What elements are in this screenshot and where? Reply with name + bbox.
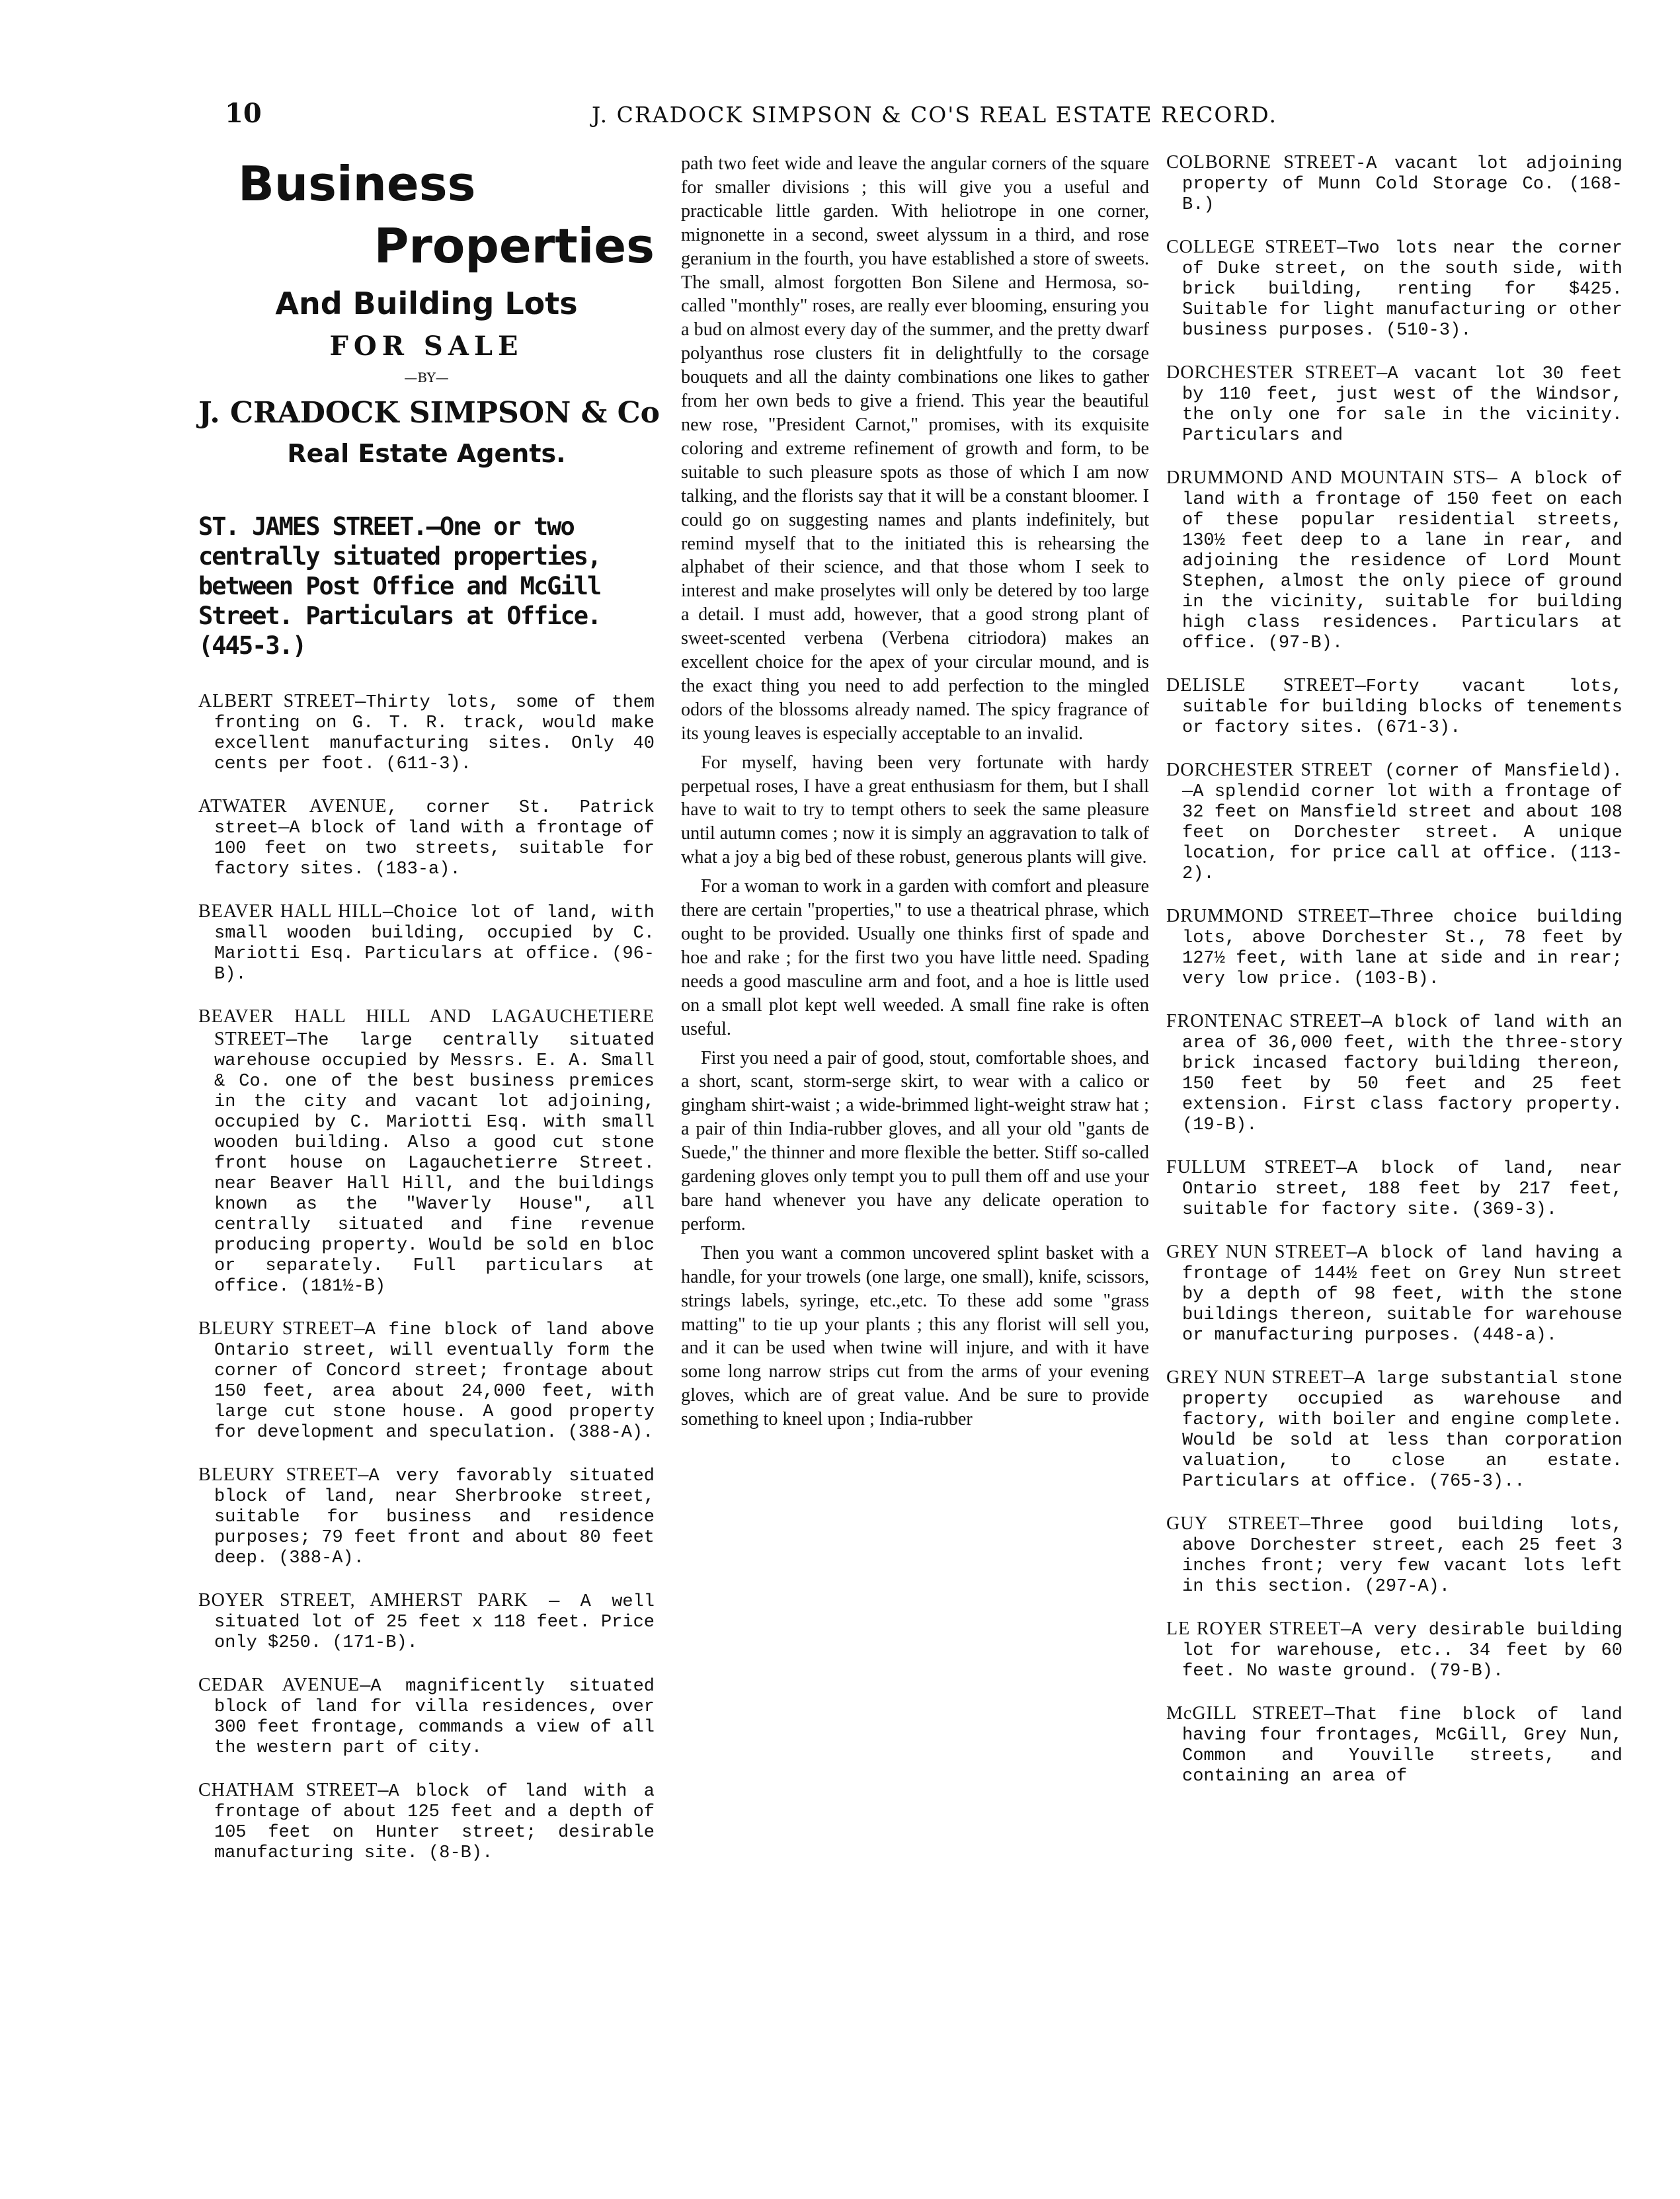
listing-item	[198, 691, 655, 775]
listing-text: —Two lots near the corner of Duke street, on the south side, with brick building, renting for $425. Suitable for light manufacturing or other business purposes. (510-3).	[1182, 239, 1622, 340]
listing-item	[1166, 1367, 1622, 1492]
listing-text: —A vacant lot 30 feet by 110 feet, just west of the Windsor, the only one for sale in the vicinity. Particulars and	[1182, 364, 1622, 446]
listing-street: CHATHAM STREET	[198, 1780, 378, 1800]
ad-line-properties: Properties	[374, 218, 655, 274]
listing-item	[198, 1780, 655, 1864]
listing-text: -A vacant lot adjoining property of Munn Cold Storage Co. (168-B.)	[1182, 154, 1622, 215]
listing-item	[1166, 237, 1622, 341]
listing-street: DORCHESTER STREET	[1166, 362, 1377, 383]
listing-text: —A large substantial stone property occupied as warehouse and factory, with boiler and engine complete. Would be sold at less than corporation valuation, to close an estate. Particulars at office. (765-3)..	[1182, 1369, 1622, 1492]
listing-street: ALBERT STREET	[198, 691, 356, 711]
column-right	[1166, 152, 1622, 1808]
listing-text: —A very favorably situated block of land, near Sherbrooke street, suitable for business and residence purposes; 79 feet front and about 80 feet deep. (388-A).	[214, 1466, 655, 1568]
listing-street: ATWATER AVENUE	[198, 796, 387, 817]
listings-left	[198, 691, 655, 1864]
listing-item	[1166, 467, 1622, 654]
ad-firm-name: J. CRADOCK SIMPSON & Co	[198, 396, 660, 430]
listing-street: BEAVER HALL HILL AND LAGAUCHETIERE STREET	[198, 1006, 655, 1049]
listing-street: CEDAR AVENUE	[198, 1675, 360, 1695]
column-middle-article	[681, 152, 1149, 1437]
ad-agents-line: Real Estate Agents.	[287, 439, 566, 468]
listing-text: —Forty vacant lots, suitable for building blocks of tenements or factory sites. (671-3).	[1182, 677, 1622, 738]
page-header	[225, 98, 1600, 144]
running-title: J. CRADOCK SIMPSON & CO'S REAL ESTATE RECORD.	[592, 102, 1278, 128]
listing-text: —A block of land, near Ontario street, 188 feet by 217 feet, suitable for factory site. (369-3).	[1182, 1159, 1622, 1220]
listing-street: LE ROYER STREET	[1166, 1619, 1341, 1639]
listing-text: —A very desirable building lot for warehouse, etc.. 34 feet by 60 feet. No waste ground. (79-B).	[1182, 1620, 1622, 1681]
listing-text: —Choice lot of land, with small wooden building, occupied by C. Mariotti Esq. Particulars at office. (96-B).	[214, 903, 655, 984]
listing-item	[1166, 1157, 1622, 1220]
listing-item	[198, 796, 655, 880]
listing-item	[1166, 760, 1622, 885]
listing-item	[198, 1590, 655, 1654]
listing-street: DRUMMOND STREET	[1166, 906, 1370, 926]
listing-street: DRUMMOND AND MOUNTAIN STS	[1166, 467, 1487, 488]
listing-street: BLEURY STREET	[198, 1318, 354, 1339]
listing-text: , corner St. Patrick street—A block of land with a frontage of 100 feet on two streets, suitable for factory sites. (183-a).	[214, 798, 655, 879]
listing-street: McGILL STREET	[1166, 1703, 1324, 1724]
listing-item	[1166, 1242, 1622, 1346]
listing-text: (corner of Mansfield).—A splendid corner lot with a frontage of 32 feet on Mansfield street and about 108 feet on Dorchester street. A unique location, for price call at office. (113-2).	[1182, 762, 1622, 884]
advertisement	[198, 156, 660, 468]
listing-street: BLEURY STREET	[198, 1464, 358, 1485]
listing-text: —Three good building lots, above Dorchester street, each 25 feet 3 inches front; very few vacant lots left in this section. (297-A).	[1182, 1515, 1622, 1597]
ad-line-by: —BY—	[404, 370, 449, 385]
article-paragraph: path two feet wide and leave the angular corners of the square for smaller divisions ; this will give you a useful and practicable little garden. With heliotrope in one corner, mignonette in a second, sweet alyssum in a third, and rose geranium in the fourth, you have established a store of sweets. The small, almost forgotten Bon Silene and Hermosa, so-called "monthly" roses, are really ever blooming, ensuring you a bud on almost every day of the summer, and the pretty dwarf polyanthus rose clusters fit in delightfully to the corsage bouquets and all the dainty combinations one likes to gather from her own beds to give a friend. This year the beautiful new rose, "President Carnot," promises, with its exquisite coloring and extreme refinement of growth and form, to be suitable to such pleasure spots as those of which I am now talking, and the florists say that it will be a constant bloomer. I could go on suggesting names and plants indefinitely, but remind myself that to the initiated this is rehearsing the alphabet of their science, and that those whom I seek to interest and make proselytes will only be detered by too large a detail. I must add, however, that a good strong plant of sweet-scented verbena (Verbena citriodora) makes an excellent choice for the apex of your circular mound, and is the exact thing you need to add perfection to the mingled odors of the blossoms already named. The spicy fragrance of its young leaves is especially acceptable to an invalid.	[681, 153, 1149, 744]
listing-street: GUY STREET	[1166, 1513, 1300, 1534]
listing-item	[1166, 1011, 1622, 1136]
listing-street: FULLUM STREET	[1166, 1157, 1336, 1178]
ad-line-building-lots: And Building Lots	[275, 286, 578, 321]
listing-text: —That fine block of land having four frontages, McGill, Grey Nun, Common and Youville streets, and containing an area of	[1182, 1705, 1622, 1786]
listing-text: —Thirty lots, some of them fronting on G. T. R. track, would make excellent manufacturing sites. Only 40 cents per foot. (611-3).	[214, 693, 655, 774]
listing-street: FRONTENAC STREET	[1166, 1011, 1361, 1031]
listing-street: DELISLE STREET	[1166, 675, 1355, 696]
column-left	[198, 152, 660, 1885]
listing-text: —A block of land with an area of 36,000 feet, with the three-story brick incased factory building thereon, 150 feet by 50 feet and 25 feet extension. First class factory property. (19-B).	[1182, 1013, 1622, 1135]
listing-street: GREY NUN STREET	[1166, 1367, 1343, 1388]
listing-text: — A block of land with a frontage of 150 feet on each of these popular residential streets, 130½ feet deep to a lane in rear, and adjoining the residence of Lord Mount Stephen, almost the only piece of ground in the vicinity, suitable for building high class residences. Particulars at office. (97-B).	[1182, 469, 1622, 653]
listing-street: BEAVER HALL HILL	[198, 901, 383, 922]
featured-listing: ST. JAMES STREET.—One or two centrally situated properties, between Post Office and McGill Street. Particulars at Office. (445-3.)	[198, 512, 601, 660]
listing-item	[1166, 1513, 1622, 1597]
listing-text: —A block of land having a frontage of 144½ feet on Grey Nun street by a depth of 98 feet, with the stone buildings thereon, suitable for warehouse or manufacturing purposes. (448-a).	[1182, 1244, 1622, 1345]
listing-item	[1166, 152, 1622, 216]
listing-item	[198, 1318, 655, 1443]
article-paragraph: For myself, having been very fortunate with hardy perpetual roses, I have a great enthusiasm for them, but I shall have to wait to try to tempt others to seek the same pleasure until autumn comes ; now it is simply an aggravation to talk of what a joy a big bed of these robust, generous plants will give.	[681, 752, 1149, 868]
listing-street: COLBORNE STREET	[1166, 152, 1355, 173]
listing-item	[1166, 675, 1622, 739]
listing-item	[198, 1006, 655, 1297]
listing-item	[1166, 362, 1622, 446]
listing-street: COLLEGE STREET	[1166, 237, 1337, 257]
listing-street: DORCHESTER STREET	[1166, 760, 1373, 780]
listing-text: —The large centrally situated warehouse occupied by Messrs. E. A. Small & Co. one of the best business premices in the city and vacant lot adjoining, occupied by C. Mariotti Esq. with small wooden building. Also a good cut stone front house on Lagauchetierre Street. near Beaver Hall Hill, and the buildings known as the "Waverly House", all centrally situated and fine revenue producing property. Would be sold en bloc or separately. Full particulars at office. (181½-B)	[214, 1031, 655, 1297]
listings-right	[1166, 152, 1622, 1787]
listing-item	[1166, 1703, 1622, 1787]
listing-item	[1166, 1619, 1622, 1682]
listing-item	[198, 901, 655, 985]
article-paragraph: For a woman to work in a garden with comfort and pleasure there are certain "properties," to use a theatrical phrase, which ought to be provided. Usually one thinks first of spade and hoe and rake ; for the first two you have little need. Spading needs a good masculine arm and foot, and a hoe is little used on a small plot kept well weeded. A small fine rake is often useful.	[681, 876, 1149, 1039]
page-number: 10	[225, 98, 262, 129]
listing-item	[1166, 906, 1622, 990]
listing-text: —A magnificently situated block of land for villa residences, over 300 feet frontage, commands a view of all the western part of city.	[214, 1677, 655, 1758]
listing-text: — A well situated lot of 25 feet x 118 feet. Price only $250. (171-B).	[214, 1592, 655, 1653]
article-paragraph: First you need a pair of good, stout, comfortable shoes, and a short, scant, storm-serge skirt, to wear with a calico or gingham shirt-waist ; a wide-brimmed light-weight straw hat ; a pair of thin India-rubber gloves, and all your old "gants de Suede," the thinner and more flexible the better. Stiff so-called gardening gloves only tempt you to pull them off and use your bare hand whenever you have any delicate operation to perform.	[681, 1047, 1149, 1234]
article-paragraph: Then you want a common uncovered splint basket with a handle, for your trowels (one large, one small), knife, scissors, strings labels, syringe, etc.,etc. To these add some "grass matting" to tie up your plants ; this any florist will sell you, and it can be used when twine will injure, and with it have some long narrow strips cut from the arms of your evening gloves, which are of great value. And be sure to provide something to kneel upon ; India-rubber	[681, 1242, 1149, 1430]
listing-text: —Three choice building lots, above Dorchester St., 78 feet by 127½ feet, with lane at side and in rear; very low price. (103-B).	[1182, 908, 1622, 989]
listing-text: —A fine block of land above Ontario street, will eventually form the corner of Concord street; frontage about 150 feet, area about 24,000 feet, with large cut stone house. A good property for development and speculation. (388-A).	[214, 1320, 655, 1443]
listing-street: BOYER STREET, AMHERST PARK	[198, 1590, 528, 1611]
listing-street: GREY NUN STREET	[1166, 1242, 1347, 1262]
ad-line-for-sale: FOR SALE	[329, 331, 524, 362]
listing-item	[198, 1675, 655, 1759]
listing-item	[198, 1464, 655, 1569]
ad-line-business: Business	[238, 156, 476, 212]
listing-text: —A block of land with a frontage of about 125 feet and a depth of 105 feet on Hunter street; desirable manufacturing site. (8-B).	[214, 1782, 655, 1863]
